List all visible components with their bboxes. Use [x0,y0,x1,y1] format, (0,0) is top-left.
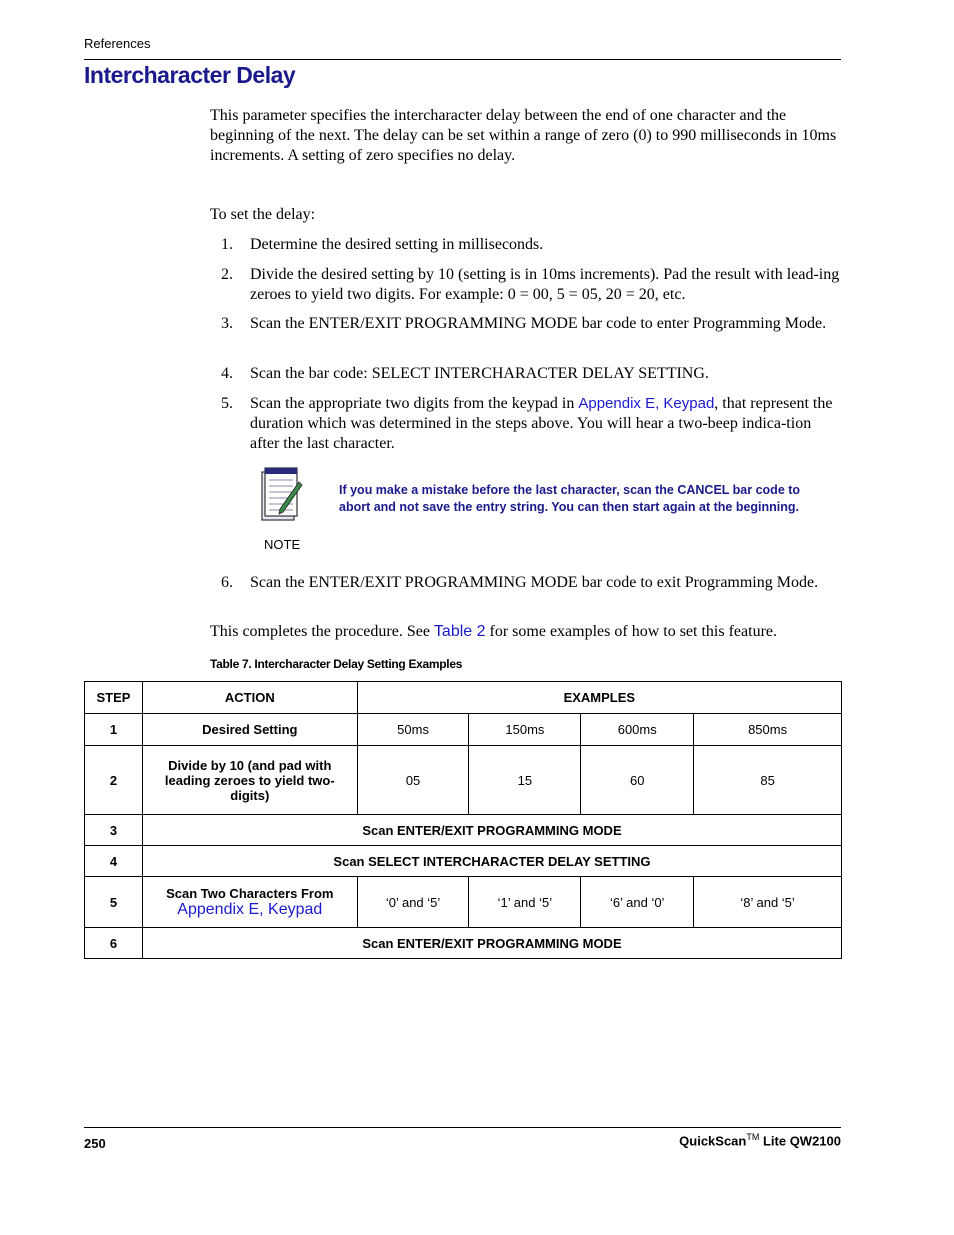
step-number: 6. [221,574,233,591]
example-cell: 600ms [581,714,694,746]
table-caption: Table 7. Intercharacter Delay Setting Examples [210,657,463,671]
example-cell: 05 [357,746,469,815]
step-text: Divide the desired setting by 10 (setting is in 10ms increments). Pad the result with lead-ing zeroes to yield two digits. For example: 0 = 00, 5 = 05, 20 = 20, etc. [250,266,840,303]
step-text-post: , that represent the duration which was determined in the steps above. You will hear a two-beep indica-tion after the last character. [250,395,833,452]
step-number: 3. [221,315,233,332]
step-text: Scan the ENTER/EXIT PROGRAMMING MODE bar code to exit Programming Mode. [250,574,819,591]
example-cell: 50ms [357,714,469,746]
trademark-mark: TM [746,1132,760,1142]
page-number: 250 [84,1136,106,1151]
completes-pre: This completes the procedure. See [210,623,434,640]
example-cell: ‘6’ and ‘0’ [581,877,694,928]
step-cell: 5 [85,877,143,928]
step-number: 5. [221,395,233,412]
table-row [85,928,842,959]
example-cell: ‘1’ and ‘5’ [469,877,581,928]
note-notepad-icon [259,466,303,524]
example-cell: 85 [694,746,842,815]
action-cell: Scan SELECT INTERCHARACTER DELAY SETTING [142,846,841,877]
table-row [85,877,842,928]
example-cell: 15 [469,746,581,815]
delay-examples-table [84,681,842,959]
header-step: STEP [85,682,143,714]
header-examples: EXAMPLES [357,682,841,714]
table-2-link[interactable]: Table 2 [433,623,486,640]
header-action: ACTION [142,682,357,714]
appendix-e-table-link[interactable]: Appendix E, Keypad [177,900,323,918]
product-model: Lite QW2100 [759,1133,841,1149]
table-row [85,714,842,746]
step-cell: 3 [85,815,143,846]
running-header: References [84,36,151,51]
action-cell: Divide by 10 (and pad with leading zeroes to yield two-digits) [142,746,357,815]
action-cell [142,877,357,928]
appendix-e-link[interactable]: Appendix E, Keypad [578,395,715,412]
step-cell: 1 [85,714,143,746]
action-text: Scan Two Characters From [166,885,334,901]
action-cell: Scan ENTER/EXIT PROGRAMMING MODE [142,928,841,959]
step-cell: 4 [85,846,143,877]
page-title: Intercharacter Delay [84,62,296,88]
intro-paragraph: This parameter specifies the intercharacter delay between the end of one character and the beginning of the next. The delay can be set within a range of zero (0) to 990 milliseconds in 10ms increments. A setting of zero specifies no delay. [210,107,837,164]
action-cell: Scan ENTER/EXIT PROGRAMMING MODE [142,815,841,846]
note-text: If you make a mistake before the last character, scan the CANCEL bar code to abort and not save the entry string. You can then start again at the beginning. [339,483,801,514]
note-label: NOTE [264,537,301,552]
product-brand: QuickScan [679,1133,747,1149]
completes-post: for some examples of how to set this feature. [485,623,777,640]
example-cell: 60 [581,746,694,815]
example-cell: ‘0’ and ‘5’ [357,877,469,928]
table-row [85,746,842,815]
step-text-pre: Scan the appropriate two digits from the keypad in [250,395,579,412]
step-number: 4. [221,365,233,382]
table-header-row [85,682,842,714]
header-rule [84,59,841,60]
table-row [85,815,842,846]
example-cell: 150ms [469,714,581,746]
step-cell: 6 [85,928,143,959]
product-name [679,1132,841,1148]
to-set-label: To set the delay: [210,206,316,223]
step-text: Determine the desired setting in milliseconds. [250,236,544,253]
step-cell: 2 [85,746,143,815]
example-cell: ‘8’ and ‘5’ [694,877,842,928]
step-text: Scan the bar code: SELECT INTERCHARACTER DELAY SETTING. [250,365,709,382]
step-text: Scan the ENTER/EXIT PROGRAMMING MODE bar code to enter Programming Mode. [250,315,827,332]
completes-paragraph [210,622,840,642]
example-cell: 850ms [694,714,842,746]
step-text [250,394,840,454]
step-number: 2. [221,266,233,283]
action-cell: Desired Setting [142,714,357,746]
footer-rule [84,1127,841,1128]
table-row [85,846,842,877]
step-number: 1. [221,236,233,253]
